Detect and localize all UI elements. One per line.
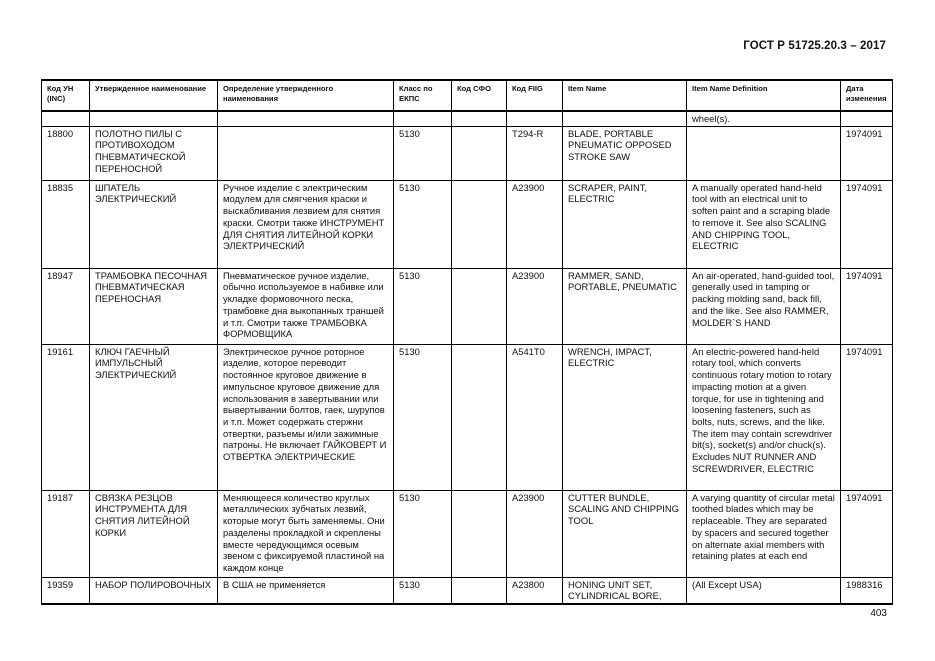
cell-date: 1974091: [841, 344, 893, 490]
cell-class: 5130: [394, 268, 452, 344]
cell-sfo: [452, 126, 507, 180]
cell-name-en: SCRAPER, PAINT, ELECTRIC: [563, 180, 687, 268]
cell-definition-ru: В США не применяется: [218, 577, 394, 604]
cell-name-en: RAMMER, SAND, PORTABLE, PNEUMATIC: [563, 268, 687, 344]
cell-inc: 18835: [42, 180, 90, 268]
cell-name-ru: ТРАМБОВКА ПЕСОЧНАЯ ПНЕВМАТИЧЕСКАЯ ПЕРЕНОСНАЯ: [90, 268, 218, 344]
cell-sfo: [452, 268, 507, 344]
cell-definition-ru: [218, 126, 394, 180]
page-number: 403: [870, 608, 887, 619]
table-row: [42, 490, 893, 577]
cell-definition-ru: Электрическое ручное роторное изделие, которое переводит постоянное круговое движение в импульсное круговое движение для использования в завертывании или вывертывании болтов, гаек, шурупов и т.п. Может содержать стержни отвертки, разъемы и/или зажимные патроны. Не включает ГАЙКОВЕРТ И ОТВЕРТКА ЭЛЕКТРИЧЕСКИЕ: [218, 344, 394, 490]
cell-date: 1974091: [841, 126, 893, 180]
cell-sfo: [452, 344, 507, 490]
cell-fiig: A23900: [507, 268, 563, 344]
cell-name-en: WRENCH, IMPACT, ELECTRIC: [563, 344, 687, 490]
cell-definition-ru: Пневматическое ручное изделие, обычно используемое в набивке или укладке формовочного песка, трамбовке дна выкопанных траншей и т.п. Смотри также ТРАМБОВКА ФОРМОВЩИКА: [218, 268, 394, 344]
cell-class: 5130: [394, 490, 452, 577]
table-row: [42, 180, 893, 268]
table-row: [42, 577, 893, 604]
col-header-definition-ru: Определение утвержденного наименования: [218, 80, 394, 111]
cell-definition-en: A varying quantity of circular metal toothed blades which may be replaceable. They are separated by spacers and secured together on alternate axial members with retaining plates at each end: [687, 490, 841, 577]
cell-class: 5130: [394, 577, 452, 604]
col-header-date: Дата изменения: [841, 80, 893, 111]
cell-sfo: [452, 577, 507, 604]
cell-date: 1974091: [841, 268, 893, 344]
col-header-inc: Код УН (INC): [42, 80, 90, 111]
cell-definition-en: [687, 126, 841, 180]
cell-name-ru: КЛЮЧ ГАЕЧНЫЙ ИМПУЛЬСНЫЙ ЭЛЕКТРИЧЕСКИЙ: [90, 344, 218, 490]
cell-inc: 19161: [42, 344, 90, 490]
cell-class: 5130: [394, 126, 452, 180]
cell-name-ru: СВЯЗКА РЕЗЦОВ ИНСТРУМЕНТА ДЛЯ СНЯТИЯ ЛИТЕЙНОЙ КОРКИ: [90, 490, 218, 577]
catalog-table: [41, 79, 893, 605]
cell-name-ru: НАБОР ПОЛИРОВОЧНЫХ: [90, 577, 218, 604]
cell-definition-ru: Меняющееся количество круглых металлических зубчатых лезвий, которые могут быть заменяемы. Они разделены прокладкой и скреплены вместе чередующимся осевым звеном с фиксируемой пластиной на каждом конце: [218, 490, 394, 577]
cell-definition-ru: Ручное изделие с электрическим модулем для смягчения краски и выскабливания лезвием для снятия краски. Смотри также ИНСТРУМЕНТ ДЛЯ СНЯТИЯ ЛИТЕЙНОЙ КОРКИ ЭЛЕКТРИЧЕСКИЙ: [218, 180, 394, 268]
col-header-name-en: Item Name: [563, 80, 687, 111]
cell-definition-en: An electric-powered hand-held rotary tool, which converts continuous rotary motion to rotary impacting motion at a given torque, for use in tightening and loosening fasteners, such as bolts, nuts, screws, and the like. The item may contain screwdriver bit(s), socket(s) and/or chuck(s). Excludes NUT RUNNER AND SCREWDRIVER, ELECTRIC: [687, 344, 841, 490]
col-header-name-ru: Утвержденное наименование: [90, 80, 218, 111]
cell-inc: 19187: [42, 490, 90, 577]
cell-date: 1974091: [841, 490, 893, 577]
cell-date: 1974091: [841, 180, 893, 268]
col-header-class: Класс по ЕКПС: [394, 80, 452, 111]
cell-fiig: A541T0: [507, 344, 563, 490]
table-row: [42, 126, 893, 180]
cell-definition-en: wheel(s).: [687, 111, 841, 126]
cell-class: 5130: [394, 344, 452, 490]
cell-sfo: [452, 490, 507, 577]
cell-name-en: HONING UNIT SET, CYLINDRICAL BORE,: [563, 577, 687, 604]
cell-fiig: A23900: [507, 490, 563, 577]
col-header-sfo: Код СФО: [452, 80, 507, 111]
cell-sfo: [452, 180, 507, 268]
cell-fiig: A23800: [507, 577, 563, 604]
cell-name-en: BLADE, PORTABLE PNEUMATIC OPPOSED STROKE SAW: [563, 126, 687, 180]
cell-definition-en: An air-operated, hand-guided tool, generally used in tamping or packing molding sand, back fill, and the like. See also RAMMER, MOLDER`S HAND: [687, 268, 841, 344]
document-id: ГОСТ Р 51725.20.3 – 2017: [743, 40, 886, 52]
cell-definition-en: (All Except USA): [687, 577, 841, 604]
cell-class: 5130: [394, 180, 452, 268]
cell-date: 1988316: [841, 577, 893, 604]
cell-name-en: CUTTER BUNDLE, SCALING AND CHIPPING TOOL: [563, 490, 687, 577]
cell-inc: 18947: [42, 268, 90, 344]
table-row: [42, 268, 893, 344]
col-header-fiig: Код FIIG: [507, 80, 563, 111]
cell-inc: 19359: [42, 577, 90, 604]
header-row: [42, 80, 893, 111]
continuation-row: [42, 111, 893, 126]
cell-inc: 18800: [42, 126, 90, 180]
cell-name-ru: ПОЛОТНО ПИЛЫ С ПРОТИВОХОДОМ ПНЕВМАТИЧЕСКОЙ ПЕРЕНОСНОЙ: [90, 126, 218, 180]
cell-name-ru: ШПАТЕЛЬ ЭЛЕКТРИЧЕСКИЙ: [90, 180, 218, 268]
cell-definition-en: A manually operated hand-held tool with an electrical unit to soften paint and a scraping blade to remove it. See also SCALING AND CHIPPING TOOL, ELECTRIC: [687, 180, 841, 268]
col-header-definition-en: Item Name Definition: [687, 80, 841, 111]
cell-fiig: T294-R: [507, 126, 563, 180]
table-row: [42, 344, 893, 490]
cell-fiig: A23900: [507, 180, 563, 268]
